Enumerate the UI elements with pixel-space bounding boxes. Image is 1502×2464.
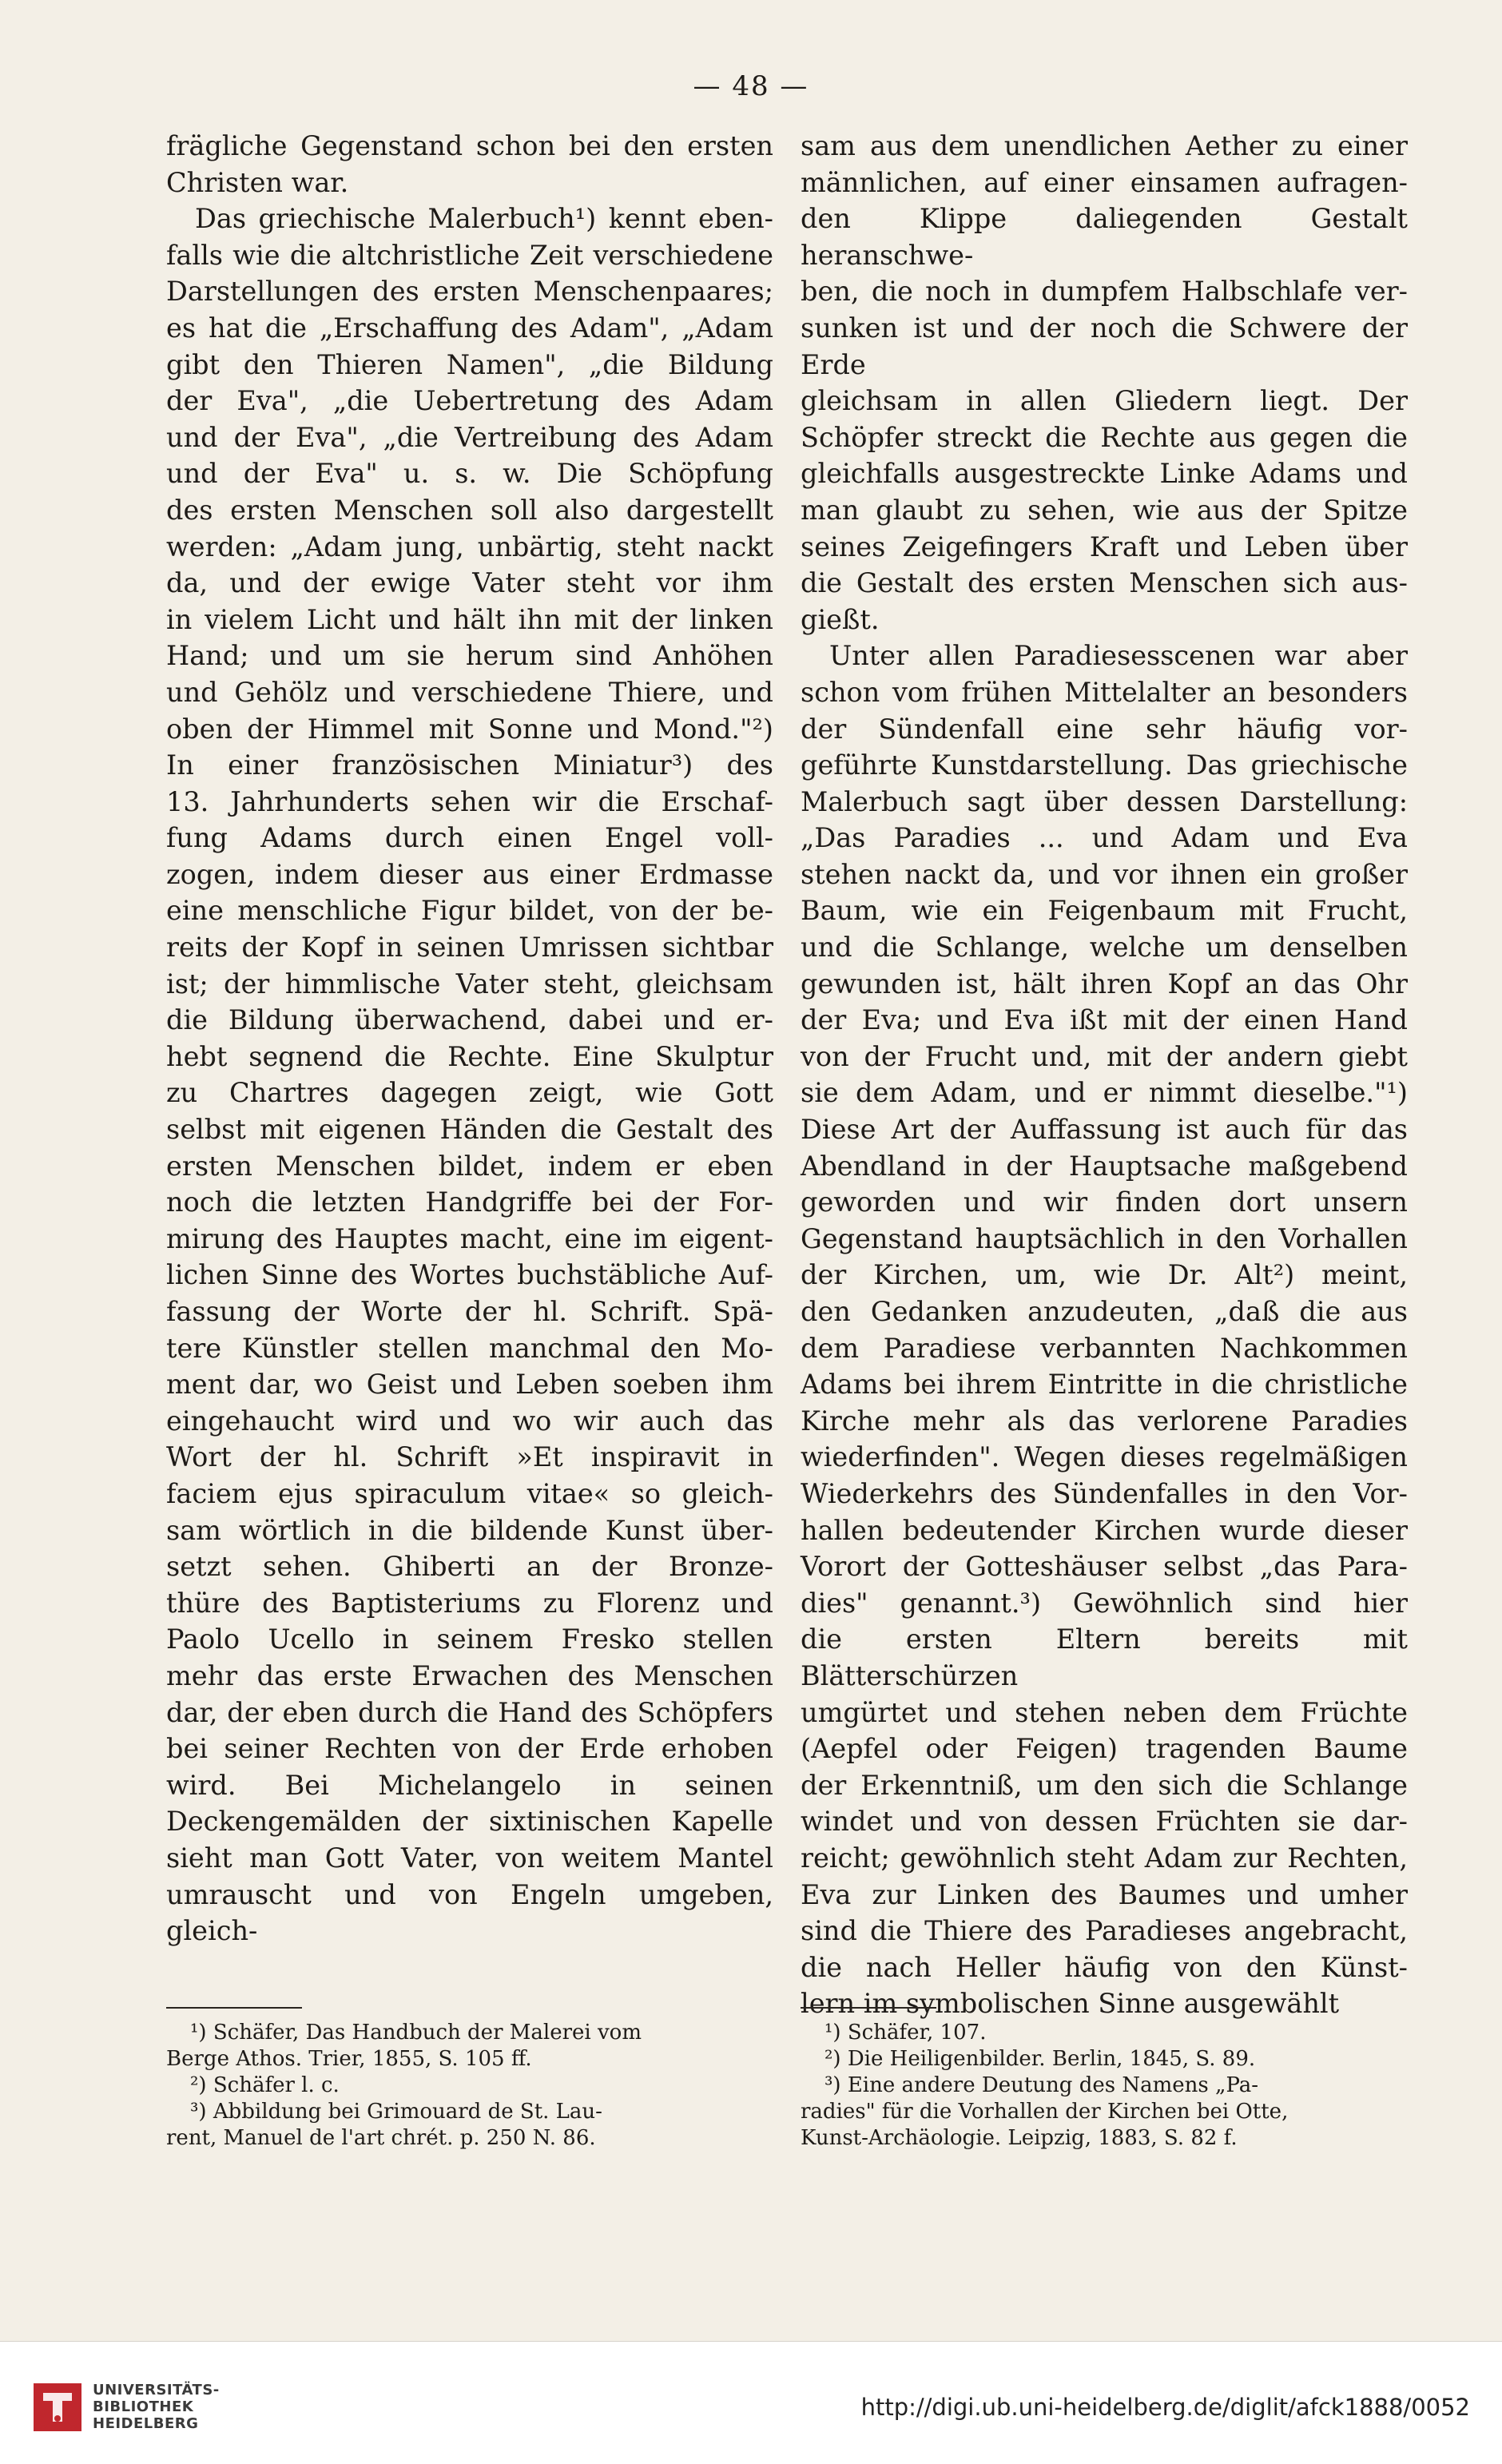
text-line: 13. Jahrhunderts sehen wir die Erschaf-: [166, 785, 773, 817]
text-line: Das griechische Malerbuch¹) kennt eben-: [195, 203, 773, 235]
text-line: werden: „Adam jung, unbärtig, steht nackt: [166, 531, 773, 562]
text-line: hallen bedeutender Kirchen wurde dieser: [801, 1514, 1408, 1546]
text-line: von der Frucht und, mit der andern giebt: [801, 1040, 1408, 1072]
text-line: oben der Himmel mit Sonne und Mond."²): [166, 713, 773, 745]
page-number: — 48 —: [693, 70, 809, 102]
text-line: der Erkenntniß, um den sich die Schlange: [801, 1769, 1408, 1801]
text-line: umrauscht und von Engeln umgeben, gleich-: [166, 1878, 773, 1947]
footnote-line: rent, Manuel de l'art chrét. p. 250 N. 86.: [166, 2126, 596, 2150]
footnote-line: radies" für die Vorhallen der Kirchen bei Otte,: [801, 2100, 1289, 2124]
text-line: hebt segnend die Rechte. Eine Skulptur: [166, 1040, 773, 1072]
text-line: den Klippe daliegenden Gestalt heranschwe-: [801, 203, 1408, 271]
text-line: geführte Kunstdarstellung. Das griechische: [801, 749, 1408, 781]
text-line: und Gehölz und verschiedene Thiere, und: [166, 676, 773, 708]
text-column-left: [166, 128, 773, 1949]
university-seal-icon: [32, 2382, 83, 2433]
text-line: sunken ist und der noch die Schwere der Erde: [801, 312, 1408, 380]
text-line: Deckengemälden der sixtinischen Kapelle: [166, 1806, 773, 1838]
text-line: ersten Menschen bildet, indem er eben: [166, 1150, 773, 1182]
text-line: dem Paradiese verbannten Nachkommen: [801, 1332, 1408, 1364]
source-url-link[interactable]: http://digi.ub.uni-heidelberg.de/diglit/afck1888/0052: [860, 2394, 1470, 2421]
text-line: man glaubt zu sehen, wie aus der Spitze: [801, 494, 1408, 526]
text-line: umgürtet und stehen neben dem Früchte: [801, 1696, 1408, 1728]
text-line: Darstellungen des ersten Menschenpaares;: [166, 276, 773, 308]
text-line: Unter allen Paradiesesscenen war aber: [829, 640, 1408, 672]
footnote-rule-left: [166, 2007, 302, 2009]
logo-line-1: UNIVERSITÄTS-: [93, 2382, 220, 2398]
text-line: gleichsam in allen Gliedern liegt. Der: [801, 385, 1408, 417]
text-line: dies" genannt.³) Gewöhnlich sind hier: [801, 1587, 1408, 1619]
text-line: ment dar, wo Geist und Leben soeben ihm: [166, 1369, 773, 1401]
text-line: sieht man Gott Vater, von weitem Mantel: [166, 1842, 773, 1874]
footnote-line: ¹) Schäfer, 107.: [825, 2021, 987, 2045]
text-line: Hand; und um sie herum sind Anhöhen: [166, 640, 773, 672]
text-line: lichen Sinne des Wortes buchstäbliche Auf-: [166, 1259, 773, 1291]
text-line: gießt.: [801, 603, 880, 635]
footnotes-left: [166, 2020, 773, 2152]
text-line: mirung des Hauptes macht, eine im eigent-: [166, 1222, 773, 1254]
text-line: die nach Heller häufig von den Künst-: [801, 1951, 1408, 1983]
text-line: (Aepfel oder Feigen) tragenden Baume: [801, 1733, 1408, 1765]
text-line: in vielem Licht und hält ihn mit der linken: [166, 603, 773, 635]
text-line: die Gestalt des ersten Menschen sich aus-: [801, 567, 1408, 599]
text-line: „Das Paradies ... und Adam und Eva: [801, 822, 1408, 854]
footnote-line: Kunst-Archäologie. Leipzig, 1883, S. 82 f.: [801, 2126, 1238, 2150]
text-line: Wiederkehrs des Sündenfalles in den Vor-: [801, 1477, 1408, 1509]
text-line: reicht; gewöhnlich steht Adam zur Rechten,: [801, 1842, 1408, 1874]
text-line: gleichfalls ausgestreckte Linke Adams und: [801, 458, 1408, 490]
text-line: Eva zur Linken des Baumes und umher: [801, 1878, 1408, 1910]
text-line: zogen, indem dieser aus einer Erdmasse: [166, 858, 773, 890]
footnote-line: ²) Schäfer l. c.: [190, 2073, 340, 2097]
text-line: Malerbuch sagt über dessen Darstellung:: [801, 785, 1408, 817]
text-line: reits der Kopf in seinen Umrissen sichtbar: [166, 932, 773, 964]
footnote-line: ¹) Schäfer, Das Handbuch der Malerei vom: [190, 2021, 642, 2045]
footnote-line: Berge Athos. Trier, 1855, S. 105 ff.: [166, 2047, 532, 2071]
text-line: selbst mit eigenen Händen die Gestalt des: [166, 1114, 773, 1146]
footnote-line: ³) Abbildung bei Grimouard de St. Lau-: [190, 2100, 602, 2124]
text-line: der Eva", „die Uebertretung des Adam: [166, 385, 773, 417]
text-line: männlichen, auf einer einsamen aufragen-: [801, 166, 1408, 198]
text-line: tere Künstler stellen manchmal den Mo-: [166, 1332, 773, 1364]
text-line: sie dem Adam, und er nimmt dieselbe."¹): [801, 1077, 1408, 1109]
footnote-line: ²) Die Heiligenbilder. Berlin, 1845, S. 89.: [825, 2047, 1256, 2071]
footnote-rule-right: [801, 2007, 936, 2009]
text-line: eine menschliche Figur bildet, von der be-: [166, 895, 773, 927]
text-line: und die Schlange, welche um denselben: [801, 932, 1408, 964]
text-line: Adams bei ihrem Eintritte in die christliche: [801, 1369, 1408, 1401]
text-line: und der Eva" u. s. w. Die Schöpfung: [166, 458, 773, 490]
text-line: Abendland in der Hauptsache maßgebend: [801, 1150, 1408, 1182]
text-line: schon vom frühen Mittelalter an besonders: [801, 676, 1408, 708]
text-line: mehr das erste Erwachen des Menschen: [166, 1659, 773, 1691]
text-line: der Kirchen, um, wie Dr. Alt²) meint,: [801, 1259, 1408, 1291]
text-line: gibt den Thieren Namen", „die Bildung: [166, 348, 773, 380]
text-line: Wort der hl. Schrift »Et inspiravit in: [166, 1441, 773, 1473]
text-line: lern im symbolischen Sinne ausgewählt: [801, 1988, 1340, 2020]
text-line: des ersten Menschen soll also dargestellt: [166, 494, 773, 526]
text-line: Christen war.: [166, 166, 349, 198]
text-line: wird. Bei Michelangelo in seinen: [166, 1769, 773, 1801]
text-line: die ersten Eltern bereits mit Blätterschürzen: [801, 1623, 1408, 1691]
text-line: Gegenstand hauptsächlich in den Vorhallen: [801, 1222, 1408, 1254]
text-line: gewunden ist, hält ihren Kopf an das Ohr: [801, 968, 1408, 1000]
text-line: fassung der Worte der hl. Schrift. Spä-: [166, 1296, 773, 1327]
text-line: sind die Thiere des Paradieses angebracht,: [801, 1915, 1408, 1947]
text-line: fung Adams durch einen Engel voll-: [166, 822, 773, 854]
text-line: stehen nackt da, und vor ihnen ein großer: [801, 858, 1408, 890]
text-line: setzt sehen. Ghiberti an der Bronze-: [166, 1551, 773, 1583]
text-line: Kirche mehr als das verlorene Paradies: [801, 1405, 1408, 1437]
text-line: ist; der himmlische Vater steht, gleichsam: [166, 968, 773, 1000]
text-line: es hat die „Erschaffung des Adam", „Adam: [166, 312, 773, 344]
text-line: sam aus dem unendlichen Aether zu einer: [801, 130, 1408, 161]
text-line: faciem ejus spiraculum vitae« so gleich-: [166, 1477, 773, 1509]
text-line: Baum, wie ein Feigenbaum mit Frucht,: [801, 895, 1408, 927]
text-line: thüre des Baptisteriums zu Florenz und: [166, 1587, 773, 1619]
text-line: noch die letzten Handgriffe bei der For-: [166, 1186, 773, 1218]
library-logo[interactable]: [32, 2377, 240, 2441]
text-line: seines Zeigefingers Kraft und Leben über: [801, 531, 1408, 562]
text-line: da, und der ewige Vater steht vor ihm: [166, 567, 773, 599]
text-line: falls wie die altchristliche Zeit verschiedene: [166, 239, 773, 271]
text-line: dar, der eben durch die Hand des Schöpfers: [166, 1696, 773, 1728]
text-line: Paolo Ucello in seinem Fresko stellen: [166, 1623, 773, 1655]
text-line: den Gedanken anzudeuten, „daß die aus: [801, 1296, 1408, 1327]
logo-line-2: BIBLIOTHEK: [93, 2398, 194, 2415]
text-line: Diese Art der Auffassung ist auch für das: [801, 1114, 1408, 1146]
text-line: bei seiner Rechten von der Erde erhoben: [166, 1733, 773, 1765]
text-line: Schöpfer streckt die Rechte aus gegen die: [801, 421, 1408, 453]
text-line: ben, die noch in dumpfem Halbschlafe ver-: [801, 276, 1408, 308]
logo-line-3: HEIDELBERG: [93, 2415, 199, 2432]
text-line: frägliche Gegenstand schon bei den ersten: [166, 130, 773, 161]
text-line: In einer französischen Miniatur³) des: [166, 749, 773, 781]
text-line: der Eva; und Eva ißt mit der einen Hand: [801, 1004, 1408, 1036]
text-line: Vorort der Gotteshäuser selbst „das Para-: [801, 1551, 1408, 1583]
text-line: die Bildung überwachend, dabei und er-: [166, 1004, 773, 1036]
footnote-line: ³) Eine andere Deutung des Namens „Pa-: [825, 2073, 1259, 2097]
text-line: geworden und wir finden dort unsern: [801, 1186, 1408, 1218]
text-line: und der Eva", „die Vertreibung des Adam: [166, 421, 773, 453]
text-line: sam wörtlich in die bildende Kunst über-: [166, 1514, 773, 1546]
library-logo-text: [93, 2382, 220, 2432]
text-column-right: [801, 128, 1408, 2022]
footnotes-right: [801, 2020, 1408, 2152]
text-line: windet und von dessen Früchten sie dar-: [801, 1806, 1408, 1838]
text-line: eingehaucht wird und wo wir auch das: [166, 1405, 773, 1437]
text-line: zu Chartres dagegen zeigt, wie Gott: [166, 1077, 773, 1109]
text-line: der Sündenfall eine sehr häufig vor-: [801, 713, 1408, 745]
text-line: wiederfinden". Wegen dieses regelmäßigen: [801, 1441, 1408, 1473]
